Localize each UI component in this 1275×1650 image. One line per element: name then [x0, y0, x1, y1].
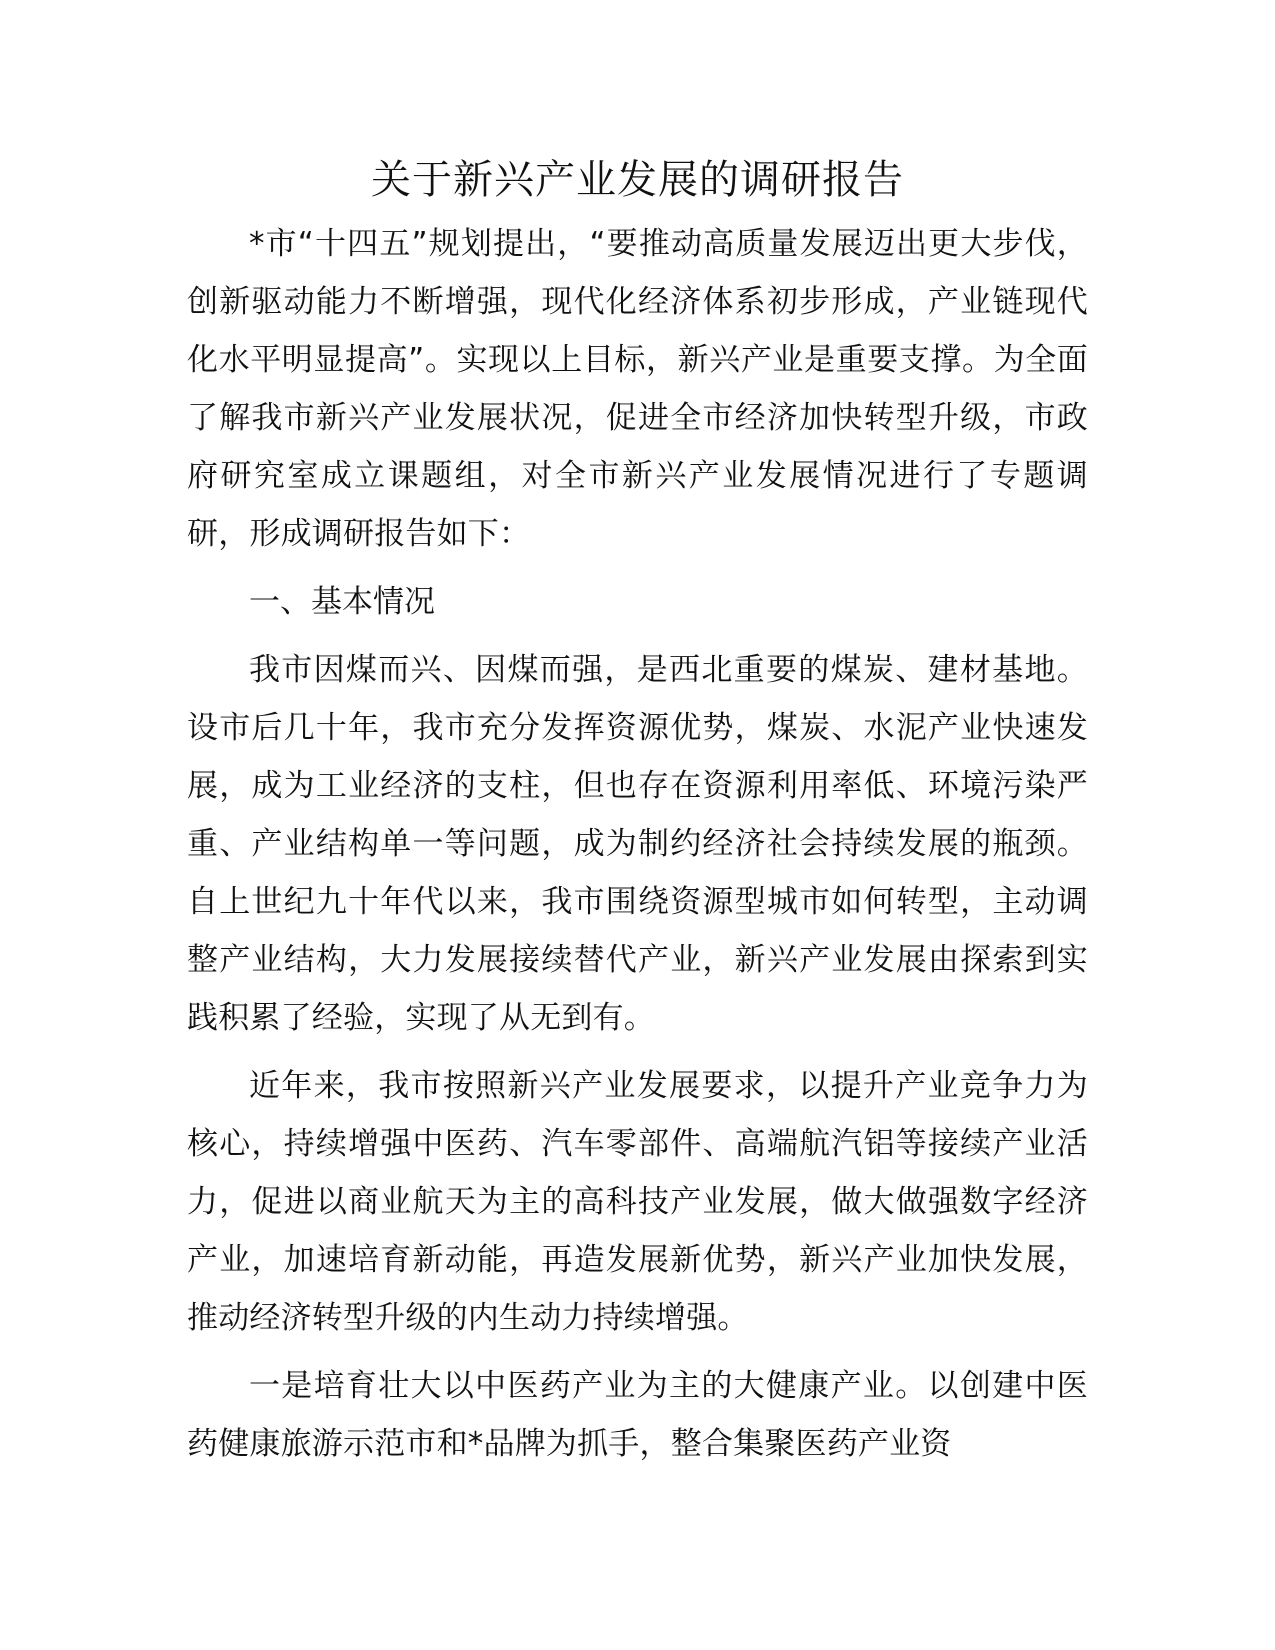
document-content	[187, 150, 1088, 1483]
document-title: 关于新兴产业发展的调研报告	[371, 157, 904, 203]
section-heading-basic-situation: 一、基本情况	[249, 584, 435, 620]
paragraph-intro: *市“十四五”规划提出，“要推动高质量发展迈出更大步伐，创新驱动能力不断增强，现代化经济体系初步形成，产业链现代化水平明显提高”。实现以上目标，新兴产业是重要支撑。为全面了解我市新兴产业发展状况，促进全市经济加快转型升级，市政府研究室成立课题组，对全市新兴产业发展情况进行了专题调研，形成调研报告如下：	[187, 226, 1088, 552]
paragraph-3: 一是培育壮大以中医药产业为主的大健康产业。以创建中医药健康旅游示范市和*品牌为抓手，整合集聚医药产业资	[187, 1368, 1088, 1462]
paragraph-2: 近年来，我市按照新兴产业发展要求，以提升产业竞争力为核心，持续增强中医药、汽车零部件、高端航汽铝等接续产业活力，促进以商业航天为主的高科技产业发展，做大做强数字经济产业，加速培育新动能，再造发展新优势，新兴产业加快发展，推动经济转型升级的内生动力持续增强。	[187, 1068, 1088, 1336]
paragraph-1: 我市因煤而兴、因煤而强，是西北重要的煤炭、建材基地。设市后几十年，我市充分发挥资源优势，煤炭、水泥产业快速发展，成为工业经济的支柱，但也存在资源利用率低、环境污染严重、产业结构单一等问题，成为制约经济社会持续发展的瓶颈。自上世纪九十年代以来，我市围绕资源型城市如何转型，主动调整产业结构，大力发展接续替代产业，新兴产业发展由探索到实践积累了经验，实现了从无到有。	[187, 652, 1088, 1036]
